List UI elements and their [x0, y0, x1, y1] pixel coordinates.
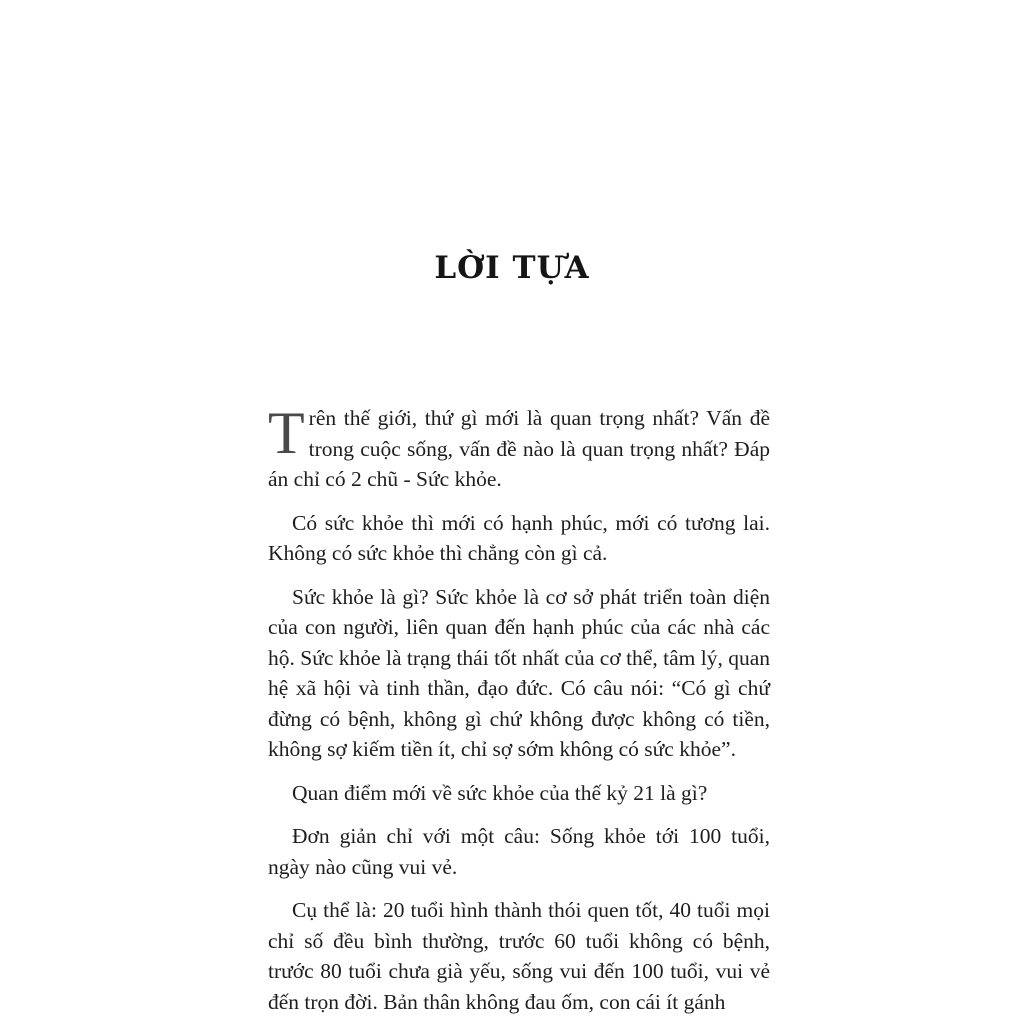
drop-cap: T	[268, 400, 305, 466]
preface-body	[268, 400, 770, 1030]
paragraph-2: Có sức khỏe thì mới có hạnh phúc, mới có tương lai. Không có sức khỏe thì chẳng còn gì cả.	[268, 510, 770, 565]
paragraph-5: Đơn giản chỉ với một câu: Sống khỏe tới 100 tuổi, ngày nào cũng vui vẻ.	[268, 824, 770, 879]
chapter-title: LỜI TỰA	[434, 250, 590, 286]
paragraph-4: Quan điểm mới về sức khỏe của thế kỷ 21 là gì?	[292, 780, 708, 805]
paragraph-3: Sức khỏe là gì? Sức khỏe là cơ sở phát triển toàn diện của con người, liên quan đến hạnh phúc của các nhà các hộ. Sức khỏe là trạng thái tốt nhất của cơ thể, tâm lý, quan hệ xã hội và tinh thần, đạo đức. Có câu nói: “Có gì chứ đừng có bệnh, không gì chứ không được không có tiền, không sợ kiếm tiền ít, chỉ sợ sớm không có sức khỏe”.	[268, 584, 770, 761]
paragraph-1	[268, 400, 770, 495]
paragraph-1-text: rên thế giới, thứ gì mới là quan trọng nhất? Vấn đề trong cuộc sống, vấn đề nào là quan trọng nhất? Đáp án chỉ có 2 chũ - Sức khỏe.	[268, 406, 770, 491]
paragraph-6: Cụ thể là: 20 tuổi hình thành thói quen tốt, 40 tuổi mọi chỉ số đều bình thường, trước 60 tuổi không có bệnh, trước 80 tuổi chưa già yếu, sống vui đến 100 tuổi, vui vẻ đến trọn đời. Bản thân không đau ốm, con cái ít gánh	[268, 898, 770, 1014]
